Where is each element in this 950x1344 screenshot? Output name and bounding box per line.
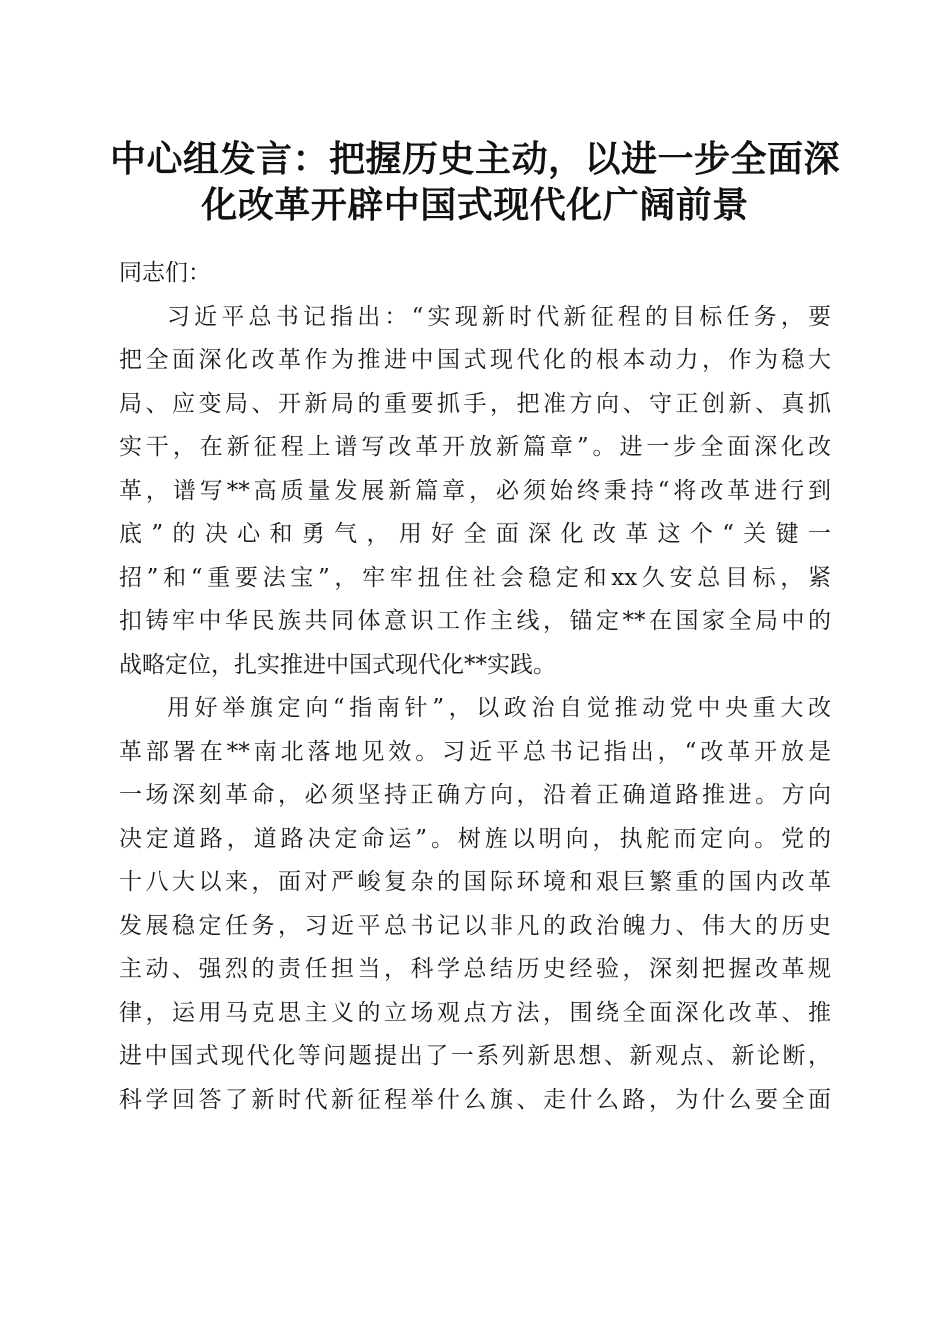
paragraph-2-line: 一场深刻革命，必须坚持正确方向，沿着正确道路推进。方向 bbox=[119, 782, 831, 808]
title-line: 化改革开辟中国式现代化广阔前景 bbox=[201, 184, 749, 226]
paragraph-2-line: 发展稳定任务，习近平总书记以非凡的政治魄力、伟大的历史 bbox=[119, 912, 831, 939]
paragraph-2-line: 进中国式现代化等问题提出了一系列新思想、新观点、新论断， bbox=[119, 1043, 831, 1069]
greeting: 同志们： bbox=[119, 260, 211, 286]
paragraph-1-line: 习近平总书记指出：“实现新时代新征程的目标任务，要 bbox=[167, 303, 831, 330]
paragraph-1-line: 战略定位，扎实推进中国式现代化**实践。 bbox=[119, 651, 556, 678]
paragraph-2-line: 主动、强烈的责任担当，科学总结历史经验，深刻把握改革规 bbox=[119, 956, 831, 982]
document-body bbox=[119, 252, 831, 1122]
paragraph-1-line: 扣铸牢中华民族共同体意识工作主线，锚定**在国家全局中的 bbox=[119, 608, 831, 634]
paragraph-1-line: 实干，在新征程上谱写改革开放新篇章”。进一步全面深化改 bbox=[119, 434, 831, 460]
paragraph-2-line: 决定道路，道路决定命运”。树旌以明向，执舵而定向。党的 bbox=[119, 825, 831, 852]
paragraph-2-line: 革部署在**南北落地见效。习近平总书记指出，“改革开放是 bbox=[119, 738, 831, 765]
paragraph-1-line: 局、应变局、开新局的重要抓手，把准方向、守正创新、真抓 bbox=[119, 390, 831, 417]
paragraph-1-line: 革，谱写**高质量发展新篇章，必须始终秉持“将改革进行到 bbox=[119, 477, 831, 504]
paragraph-2-line: 科学回答了新时代新征程举什么旗、走什么路，为什么要全面 bbox=[119, 1086, 831, 1113]
paragraph-1-line: 底”的决心和勇气，用好全面深化改革这个“关键一 bbox=[119, 521, 831, 547]
paragraph-2-line: 用好举旗定向“指南针”，以政治自觉推动党中央重大改 bbox=[167, 695, 831, 721]
document-title bbox=[100, 136, 850, 228]
title-line: 中心组发言：把握历史主动，以进一步全面深 bbox=[109, 138, 840, 180]
paragraph-1-line: 招”和“重要法宝”，牢牢扭住社会稳定和xx久安总目标，紧 bbox=[119, 564, 831, 591]
paragraph-1-line: 把全面深化改革作为推进中国式现代化的根本动力，作为稳大 bbox=[119, 347, 831, 373]
paragraph-2-line: 十八大以来，面对严峻复杂的国际环境和艰巨繁重的国内改革 bbox=[119, 869, 831, 895]
paragraph-2-line: 律，运用马克思主义的立场观点方法，围绕全面深化改革、推 bbox=[119, 999, 831, 1026]
